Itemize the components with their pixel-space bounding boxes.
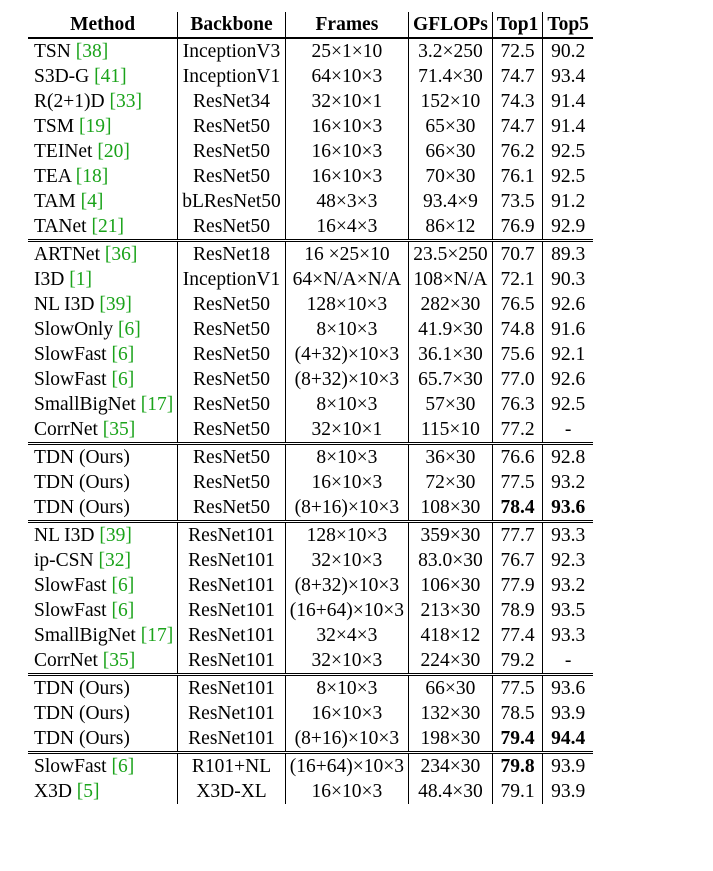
method-name: R(2+1)D — [34, 91, 105, 112]
cell-frames: 8×10×3 — [285, 392, 408, 417]
cell-backbone: ResNet50 — [178, 495, 286, 522]
citation-number: 19 — [85, 116, 105, 137]
cell-gflops: 41.9×30 — [409, 317, 493, 342]
cell-backbone: ResNet50 — [178, 417, 286, 444]
cell-backbone: ResNet50 — [178, 164, 286, 189]
method-name: NL I3D — [34, 294, 95, 315]
citation-link[interactable]: [21] — [91, 216, 124, 237]
citation-link[interactable]: [6] — [117, 319, 141, 340]
cell-gflops: 65.7×30 — [409, 367, 493, 392]
cell-top1: 79.1 — [492, 779, 543, 804]
cell-backbone: ResNet50 — [178, 444, 286, 471]
cell-top5: 91.2 — [543, 189, 593, 214]
cell-top5: 92.5 — [543, 392, 593, 417]
table-row — [28, 753, 593, 780]
cell-backbone: ResNet101 — [178, 623, 286, 648]
table-row — [28, 317, 593, 342]
cell-top1: 77.9 — [492, 573, 543, 598]
cell-backbone: InceptionV3 — [178, 38, 286, 64]
citation-link[interactable]: [33] — [109, 91, 142, 112]
citation-link[interactable]: [19] — [78, 116, 112, 137]
cell-frames: 64×10×3 — [285, 64, 408, 89]
cell-method — [28, 444, 178, 471]
cell-gflops: 36.1×30 — [409, 342, 493, 367]
cell-frames: 128×10×3 — [285, 292, 408, 317]
cell-top1: 76.6 — [492, 444, 543, 471]
method-name: ip-CSN — [34, 550, 94, 571]
citation-link[interactable]: [41] — [94, 66, 127, 87]
method-name: NL I3D — [34, 525, 95, 546]
citation-link[interactable]: [39] — [99, 294, 132, 315]
cell-gflops: 234×30 — [409, 753, 493, 780]
cell-frames: 32×4×3 — [285, 623, 408, 648]
cell-method — [28, 779, 178, 804]
method-name: SlowFast — [34, 756, 107, 777]
cell-backbone: InceptionV1 — [178, 267, 286, 292]
table-row — [28, 114, 593, 139]
cell-top5: 92.5 — [543, 139, 593, 164]
cell-top1: 76.9 — [492, 214, 543, 241]
cell-frames: (16+64)×10×3 — [285, 753, 408, 780]
cell-top5: 93.9 — [543, 753, 593, 780]
cell-method — [28, 189, 178, 214]
citation-number: 4 — [87, 191, 97, 212]
table-row — [28, 470, 593, 495]
cell-top5: - — [543, 417, 593, 444]
cell-top1: 79.2 — [492, 648, 543, 675]
citation-number: 38 — [82, 41, 102, 62]
cell-method — [28, 342, 178, 367]
cell-frames: 32×10×3 — [285, 648, 408, 675]
cell-gflops: 108×30 — [409, 495, 493, 522]
cell-gflops: 57×30 — [409, 392, 493, 417]
cell-backbone: ResNet101 — [178, 548, 286, 573]
cell-top5: 93.6 — [543, 495, 593, 522]
cell-frames: 16×10×3 — [285, 470, 408, 495]
cell-top5: 93.6 — [543, 675, 593, 702]
table-body — [28, 38, 593, 804]
cell-backbone: ResNet101 — [178, 598, 286, 623]
cell-backbone: ResNet50 — [178, 470, 286, 495]
cell-top1: 76.3 — [492, 392, 543, 417]
citation-number: 33 — [115, 91, 136, 112]
method-name: TDN (Ours) — [34, 497, 130, 518]
cell-method — [28, 753, 178, 780]
cell-top1: 74.7 — [492, 64, 543, 89]
cell-top5: 93.4 — [543, 64, 593, 89]
method-name: TEA — [34, 166, 71, 187]
cell-frames: 8×10×3 — [285, 444, 408, 471]
cell-method — [28, 367, 178, 392]
citation-number: 1 — [75, 269, 86, 290]
citation-link[interactable]: [6] — [111, 369, 135, 390]
table-row — [28, 444, 593, 471]
cell-top5: 90.2 — [543, 38, 593, 64]
cell-gflops: 132×30 — [409, 701, 493, 726]
cell-top5: 93.3 — [543, 623, 593, 648]
cell-top1: 73.5 — [492, 189, 543, 214]
cell-gflops: 93.4×9 — [409, 189, 493, 214]
cell-method — [28, 392, 178, 417]
cell-gflops: 36×30 — [409, 444, 493, 471]
method-name: SmallBigNet — [34, 625, 136, 646]
citation-number: 6 — [117, 575, 128, 596]
method-name: CorrNet — [34, 650, 98, 671]
cell-gflops: 72×30 — [409, 470, 493, 495]
citation-number: 39 — [105, 525, 126, 546]
cell-frames: (8+32)×10×3 — [285, 367, 408, 392]
cell-top5: 93.3 — [543, 522, 593, 549]
cell-top5: 92.8 — [543, 444, 593, 471]
citation-number: 6 — [117, 600, 128, 621]
table-row — [28, 522, 593, 549]
method-name: CorrNet — [34, 419, 98, 440]
cell-gflops: 86×12 — [409, 214, 493, 241]
cell-top1: 78.5 — [492, 701, 543, 726]
table-row — [28, 598, 593, 623]
cell-gflops: 70×30 — [409, 164, 493, 189]
cell-top1: 79.4 — [492, 726, 543, 753]
cell-top1: 75.6 — [492, 342, 543, 367]
citation-number: 39 — [105, 294, 126, 315]
cell-top5: 92.9 — [543, 214, 593, 241]
cell-top5: 92.3 — [543, 548, 593, 573]
cell-top1: 77.0 — [492, 367, 543, 392]
method-name: TDN (Ours) — [34, 678, 130, 699]
citation-link[interactable]: [1] — [69, 269, 92, 290]
cell-method — [28, 623, 178, 648]
citation-link[interactable]: [4] — [80, 191, 104, 212]
table-row — [28, 623, 593, 648]
citation-number: 6 — [117, 756, 128, 777]
cell-backbone: ResNet50 — [178, 292, 286, 317]
table-row — [28, 392, 593, 417]
cell-top5: 93.5 — [543, 598, 593, 623]
table-row — [28, 367, 593, 392]
cell-gflops: 66×30 — [409, 139, 493, 164]
citation-link[interactable]: [5] — [76, 781, 100, 802]
cell-method — [28, 648, 178, 675]
cell-method — [28, 522, 178, 549]
table-row — [28, 38, 593, 64]
cell-frames: 16×10×3 — [285, 701, 408, 726]
cell-top5: - — [543, 648, 593, 675]
cell-backbone: ResNet18 — [178, 241, 286, 268]
citation-number: 36 — [111, 244, 131, 265]
cell-top1: 76.7 — [492, 548, 543, 573]
cell-top5: 94.4 — [543, 726, 593, 753]
cell-backbone: ResNet50 — [178, 317, 286, 342]
citation-link[interactable]: [32] — [98, 550, 131, 571]
cell-backbone: ResNet50 — [178, 114, 286, 139]
results-table-container — [28, 12, 593, 804]
cell-top5: 89.3 — [543, 241, 593, 268]
cell-top5: 92.5 — [543, 164, 593, 189]
citation-link[interactable]: [6] — [111, 344, 135, 365]
method-name: I3D — [34, 269, 65, 290]
cell-top1: 76.2 — [492, 139, 543, 164]
table-row — [28, 495, 593, 522]
citation-link[interactable]: [17] — [140, 625, 174, 646]
cell-frames: 32×10×1 — [285, 417, 408, 444]
header-top5: Top5 — [543, 12, 593, 38]
cell-gflops: 418×12 — [409, 623, 493, 648]
cell-gflops: 23.5×250 — [409, 241, 493, 268]
method-name: TANet — [34, 216, 87, 237]
cell-backbone: X3D-XL — [178, 779, 286, 804]
cell-gflops: 224×30 — [409, 648, 493, 675]
cell-top1: 79.8 — [492, 753, 543, 780]
cell-top1: 78.9 — [492, 598, 543, 623]
cell-backbone: ResNet50 — [178, 367, 286, 392]
method-name: TAM — [34, 191, 76, 212]
cell-method — [28, 317, 178, 342]
cell-backbone: ResNet101 — [178, 675, 286, 702]
cell-gflops: 282×30 — [409, 292, 493, 317]
table-row — [28, 779, 593, 804]
method-name: SlowFast — [34, 344, 107, 365]
table-row — [28, 648, 593, 675]
citation-link[interactable]: [6] — [111, 756, 135, 777]
cell-gflops: 152×10 — [409, 89, 493, 114]
header-method: Method — [28, 12, 178, 38]
cell-gflops: 66×30 — [409, 675, 493, 702]
cell-gflops: 213×30 — [409, 598, 493, 623]
citation-link[interactable]: [35] — [102, 419, 136, 440]
citation-number: 6 — [117, 369, 128, 390]
table-row — [28, 214, 593, 241]
citation-number: 18 — [82, 166, 102, 187]
cell-frames: 16×10×3 — [285, 114, 408, 139]
cell-gflops: 359×30 — [409, 522, 493, 549]
cell-top1: 70.7 — [492, 241, 543, 268]
table-row — [28, 64, 593, 89]
cell-method — [28, 164, 178, 189]
method-name: TDN (Ours) — [34, 703, 130, 724]
cell-backbone: ResNet34 — [178, 89, 286, 114]
results-table — [28, 12, 593, 804]
cell-gflops: 108×N/A — [409, 267, 493, 292]
cell-gflops: 3.2×250 — [409, 38, 493, 64]
cell-frames: (8+16)×10×3 — [285, 726, 408, 753]
table-header-row — [28, 12, 593, 38]
cell-top1: 72.1 — [492, 267, 543, 292]
cell-method — [28, 241, 178, 268]
cell-frames: 16×10×3 — [285, 164, 408, 189]
method-name: TDN (Ours) — [34, 472, 130, 493]
cell-gflops: 106×30 — [409, 573, 493, 598]
cell-top5: 91.4 — [543, 114, 593, 139]
method-name: SmallBigNet — [34, 394, 136, 415]
method-name: TDN (Ours) — [34, 728, 130, 749]
method-name: S3D-G — [34, 66, 90, 87]
citation-link[interactable]: [17] — [140, 394, 174, 415]
method-name: ARTNet — [34, 244, 100, 265]
cell-backbone: ResNet50 — [178, 342, 286, 367]
cell-method — [28, 495, 178, 522]
cell-method — [28, 89, 178, 114]
cell-method — [28, 417, 178, 444]
cell-backbone: ResNet50 — [178, 392, 286, 417]
citation-number: 5 — [83, 781, 94, 802]
table-row — [28, 417, 593, 444]
cell-backbone: ResNet101 — [178, 573, 286, 598]
cell-top5: 92.6 — [543, 292, 593, 317]
cell-top1: 78.4 — [492, 495, 543, 522]
cell-frames: (16+64)×10×3 — [285, 598, 408, 623]
cell-top5: 91.4 — [543, 89, 593, 114]
cell-top5: 93.2 — [543, 573, 593, 598]
citation-link[interactable]: [35] — [102, 650, 136, 671]
cell-top1: 72.5 — [492, 38, 543, 64]
cell-top5: 92.6 — [543, 367, 593, 392]
cell-frames: 32×10×3 — [285, 548, 408, 573]
cell-method — [28, 726, 178, 753]
cell-frames: 64×N/A×N/A — [285, 267, 408, 292]
cell-frames: (8+32)×10×3 — [285, 573, 408, 598]
cell-top5: 91.6 — [543, 317, 593, 342]
cell-backbone: ResNet101 — [178, 701, 286, 726]
cell-backbone: ResNet50 — [178, 214, 286, 241]
cell-top5: 93.9 — [543, 779, 593, 804]
cell-frames: 25×1×10 — [285, 38, 408, 64]
citation-number: 17 — [147, 625, 167, 646]
cell-gflops: 71.4×30 — [409, 64, 493, 89]
cell-method — [28, 38, 178, 64]
cell-top1: 77.4 — [492, 623, 543, 648]
method-name: TSN — [34, 41, 71, 62]
cell-method — [28, 548, 178, 573]
cell-gflops: 83.0×30 — [409, 548, 493, 573]
cell-method — [28, 701, 178, 726]
cell-method — [28, 573, 178, 598]
cell-method — [28, 470, 178, 495]
cell-gflops: 115×10 — [409, 417, 493, 444]
table-row — [28, 189, 593, 214]
cell-gflops: 198×30 — [409, 726, 493, 753]
cell-backbone: ResNet50 — [178, 139, 286, 164]
cell-frames: 16×4×3 — [285, 214, 408, 241]
citation-number: 17 — [147, 394, 167, 415]
cell-method — [28, 64, 178, 89]
cell-frames: (8+16)×10×3 — [285, 495, 408, 522]
table-row — [28, 164, 593, 189]
cell-method — [28, 292, 178, 317]
cell-method — [28, 598, 178, 623]
table-row — [28, 573, 593, 598]
citation-number: 21 — [97, 216, 118, 237]
header-backbone: Backbone — [178, 12, 286, 38]
citation-number: 20 — [103, 141, 124, 162]
method-name: TDN (Ours) — [34, 447, 130, 468]
table-row — [28, 726, 593, 753]
cell-frames: 48×3×3 — [285, 189, 408, 214]
method-name: SlowFast — [34, 600, 107, 621]
cell-frames: 16 ×25×10 — [285, 241, 408, 268]
table-row — [28, 548, 593, 573]
cell-backbone: ResNet101 — [178, 726, 286, 753]
citation-link[interactable]: [20] — [97, 141, 130, 162]
cell-frames: (4+32)×10×3 — [285, 342, 408, 367]
method-name: SlowFast — [34, 369, 107, 390]
table-row — [28, 267, 593, 292]
table-row — [28, 675, 593, 702]
cell-top1: 77.5 — [492, 470, 543, 495]
cell-method — [28, 675, 178, 702]
cell-top1: 74.7 — [492, 114, 543, 139]
citation-link[interactable]: [39] — [99, 525, 132, 546]
table-row — [28, 89, 593, 114]
header-frames: Frames — [285, 12, 408, 38]
cell-frames: 32×10×1 — [285, 89, 408, 114]
cell-method — [28, 114, 178, 139]
cell-backbone: ResNet101 — [178, 522, 286, 549]
cell-frames: 128×10×3 — [285, 522, 408, 549]
cell-top5: 90.3 — [543, 267, 593, 292]
cell-frames: 8×10×3 — [285, 317, 408, 342]
header-gflops: GFLOPs — [409, 12, 493, 38]
cell-top1: 74.8 — [492, 317, 543, 342]
cell-method — [28, 267, 178, 292]
cell-top1: 77.5 — [492, 675, 543, 702]
cell-top1: 76.1 — [492, 164, 543, 189]
table-row — [28, 701, 593, 726]
cell-method — [28, 139, 178, 164]
cell-top5: 93.2 — [543, 470, 593, 495]
cell-frames: 16×10×3 — [285, 139, 408, 164]
cell-top1: 74.3 — [492, 89, 543, 114]
cell-top1: 76.5 — [492, 292, 543, 317]
cell-frames: 8×10×3 — [285, 675, 408, 702]
citation-number: 32 — [104, 550, 125, 571]
citation-number: 35 — [109, 419, 129, 440]
citation-link[interactable]: [18] — [75, 166, 109, 187]
cell-top1: 77.7 — [492, 522, 543, 549]
citation-link[interactable]: [6] — [111, 600, 135, 621]
cell-top5: 92.1 — [543, 342, 593, 367]
cell-gflops: 48.4×30 — [409, 779, 493, 804]
cell-frames: 16×10×3 — [285, 779, 408, 804]
cell-top1: 77.2 — [492, 417, 543, 444]
method-name: TEINet — [34, 141, 93, 162]
table-row — [28, 342, 593, 367]
method-name: X3D — [34, 781, 72, 802]
citation-number: 6 — [124, 319, 135, 340]
method-name: SlowOnly — [34, 319, 114, 340]
citation-number: 6 — [117, 344, 128, 365]
citation-number: 41 — [100, 66, 121, 87]
citation-link[interactable]: [38] — [75, 41, 109, 62]
citation-number: 35 — [109, 650, 129, 671]
cell-gflops: 65×30 — [409, 114, 493, 139]
table-row — [28, 241, 593, 268]
table-row — [28, 139, 593, 164]
method-name: TSM — [34, 116, 75, 137]
method-name: SlowFast — [34, 575, 107, 596]
citation-link[interactable]: [6] — [111, 575, 135, 596]
cell-top5: 93.9 — [543, 701, 593, 726]
header-top1: Top1 — [492, 12, 543, 38]
cell-backbone: InceptionV1 — [178, 64, 286, 89]
citation-link[interactable]: [36] — [104, 244, 138, 265]
cell-backbone: bLResNet50 — [178, 189, 286, 214]
table-row — [28, 292, 593, 317]
cell-backbone: ResNet101 — [178, 648, 286, 675]
cell-method — [28, 214, 178, 241]
cell-backbone: R101+NL — [178, 753, 286, 780]
